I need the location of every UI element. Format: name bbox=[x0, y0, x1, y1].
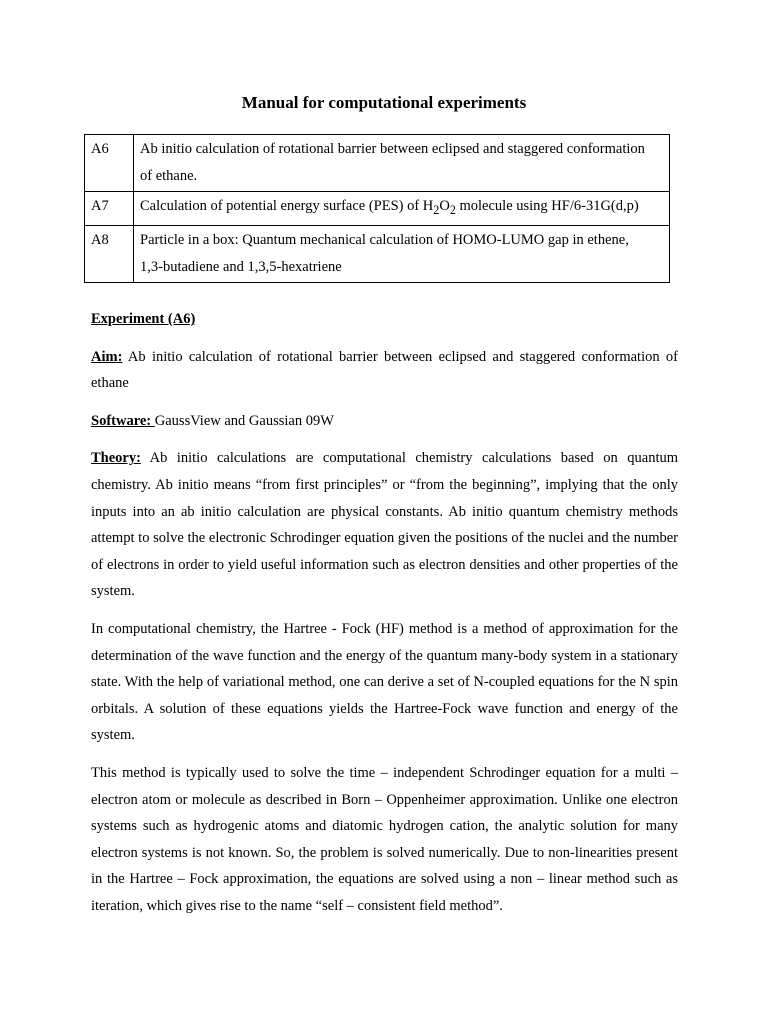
subscript: 2 bbox=[449, 202, 456, 217]
description-text: molecule using HF/6-31G(d,p) bbox=[455, 198, 639, 214]
schrodinger-paragraph: This method is typically used to solve the time – independent Schrodinger equation for a multi – electron atom or molecule as described in Born – Oppenheimer approximation. Unlike one electron systems such as hydrogenic atoms and diatomic hydrogen cation, the analytic solution for many electron systems is not known. So, the problem is solved numerically. Due to non-linearities present in the Hartree – Fock approximation, the equations are solved using a non – linear method such as iteration, which gives rise to the name “self – consistent field method”. bbox=[91, 764, 678, 914]
description-text: O bbox=[439, 198, 450, 214]
description-line: 1,3-butadiene and 1,3,5-hexatriene bbox=[140, 258, 342, 275]
experiment-code: A7 bbox=[85, 192, 134, 226]
software-label: Software: bbox=[91, 412, 155, 429]
description-text: Calculation of potential energy surface (PES) of H bbox=[140, 198, 434, 214]
software-paragraph bbox=[91, 408, 678, 435]
software-text: GaussView and Gaussian 09W bbox=[154, 412, 334, 429]
description-line: Particle in a box: Quantum mechanical calculation of HOMO-LUMO gap in ethene, bbox=[140, 231, 629, 248]
table-row bbox=[85, 225, 670, 282]
hartree-fock-paragraph: In computational chemistry, the Hartree - Fock (HF) method is a method of approximation for the determination of the wave function and the energy of the quantum many-body system in a stationary state. With the help of variational method, one can derive a set of N-coupled equations for the N spin orbitals. A solution of these equations yields the Hartree-Fock wave function and energy of the system. bbox=[91, 620, 678, 744]
experiment-table bbox=[84, 134, 670, 283]
table-row bbox=[85, 135, 670, 192]
theory-paragraph bbox=[91, 445, 678, 605]
table-row bbox=[85, 192, 670, 226]
experiment-description bbox=[134, 192, 670, 226]
description-line: of ethane. bbox=[140, 168, 198, 184]
description-line: Ab initio calculation of rotational barrier between eclipsed and staggered conformation bbox=[140, 141, 645, 157]
experiment-heading: Experiment (A6) bbox=[91, 311, 196, 327]
experiment-description bbox=[134, 225, 670, 282]
experiment-description bbox=[134, 135, 670, 192]
theory-text: Ab initio calculations are computational chemistry calculations based on quantum chemistry. Ab initio means “from first principles” or “from the beginning”, implying that the only inputs into an ab initio calculation are physical constants. Ab initio quantum chemistry methods attempt to solve the electronic Schrodinger equation given the positions of the nuclei and the number of electrons in order to yield useful information such as electron densities and other properties of the system. bbox=[91, 450, 678, 600]
experiment-code: A8 bbox=[85, 225, 134, 282]
aim-paragraph bbox=[91, 344, 678, 397]
subscript: 2 bbox=[433, 202, 440, 217]
document-title: Manual for computational experiments bbox=[241, 93, 527, 112]
aim-text: Ab initio calculation of rotational barrier between eclipsed and staggered conformation of ethane bbox=[91, 348, 678, 392]
experiment-code: A6 bbox=[85, 135, 134, 192]
theory-label: Theory: bbox=[91, 450, 141, 467]
aim-label: Aim: bbox=[91, 348, 123, 365]
document-body bbox=[91, 306, 678, 930]
